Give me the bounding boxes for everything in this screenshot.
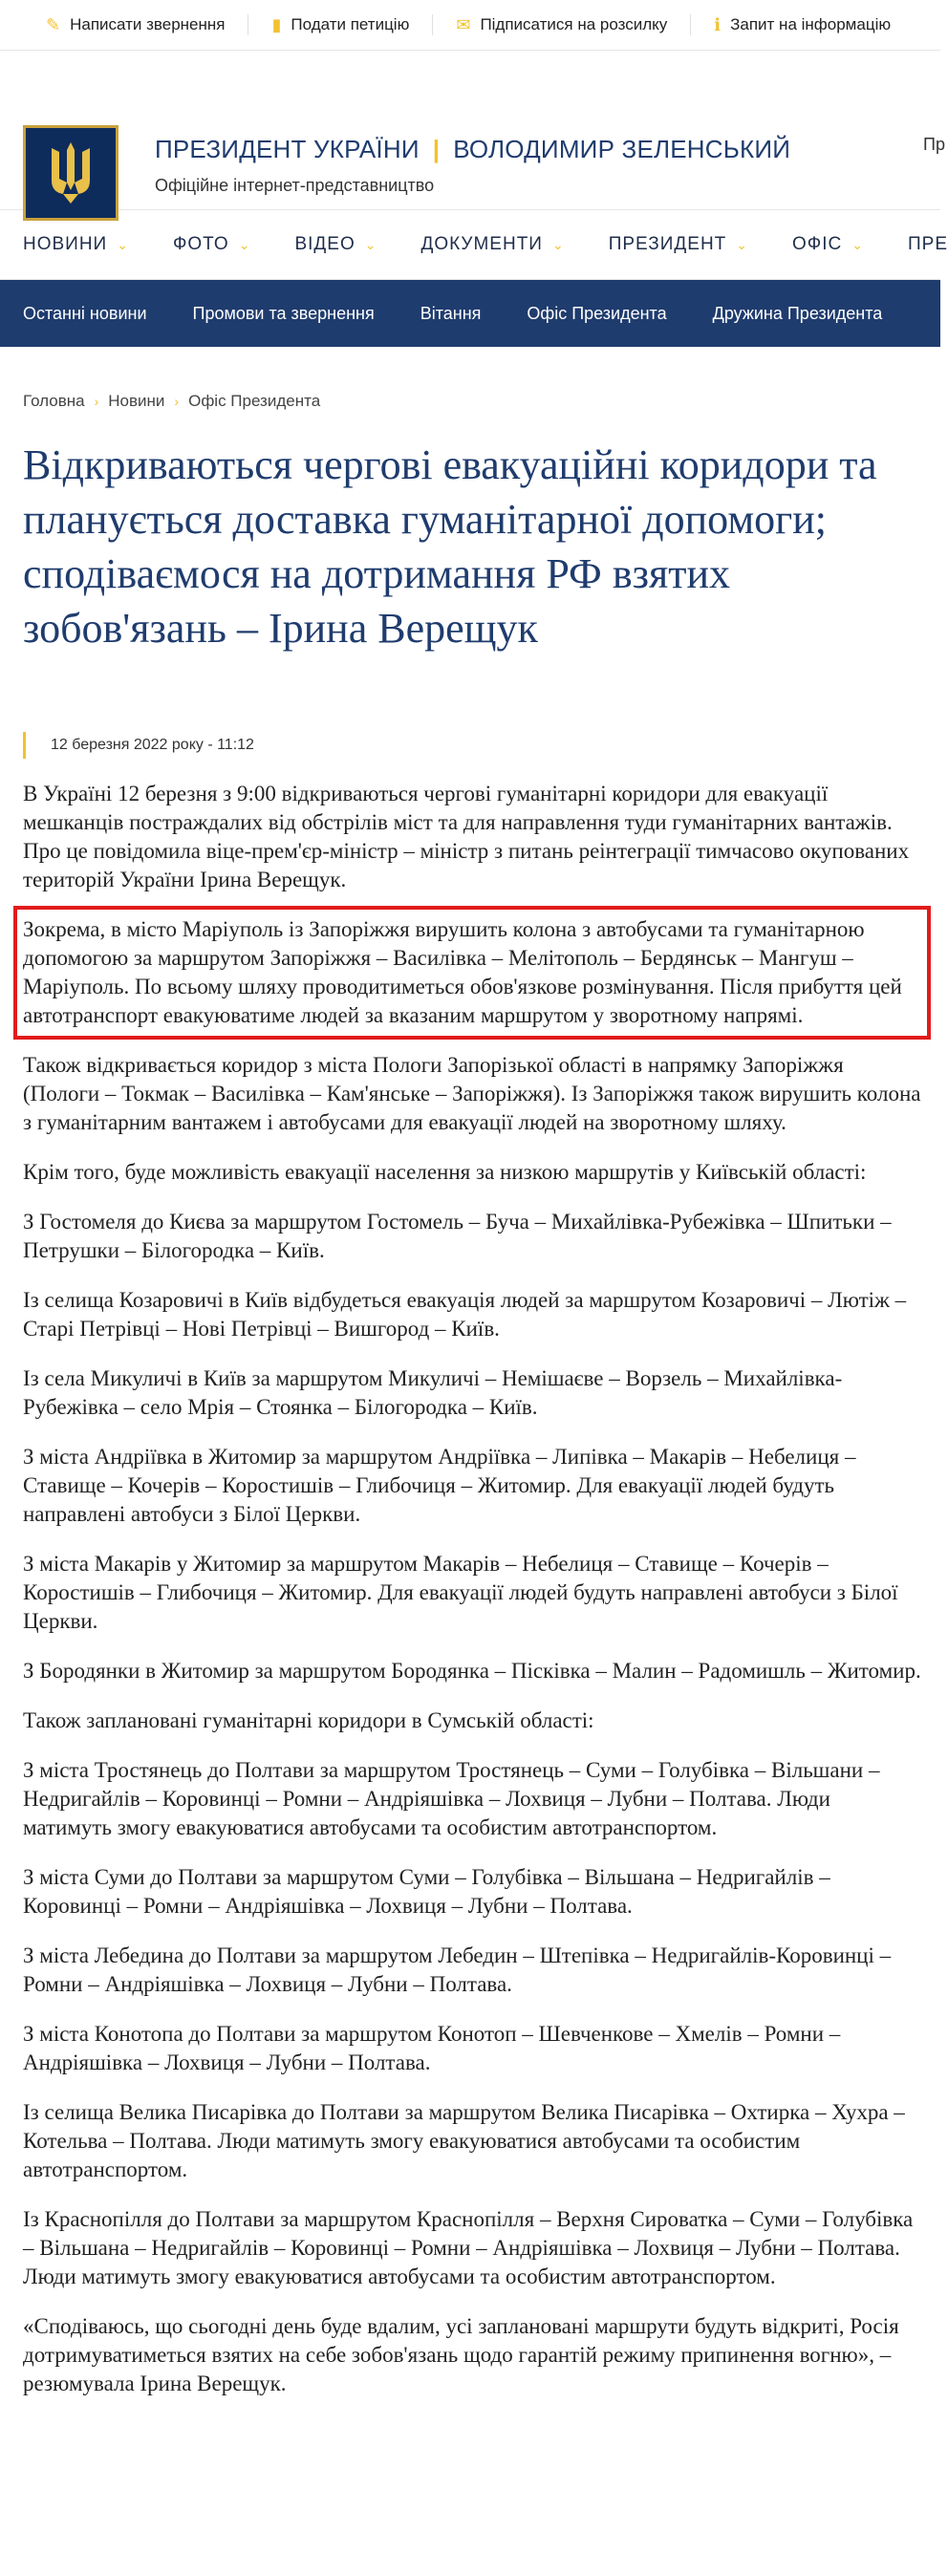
subscribe-link[interactable] <box>433 14 691 35</box>
breadcrumb-home[interactable]: Головна <box>23 392 85 410</box>
article-title: Відкриваються чергові евакуаційні коридори та планується доставка гуманітарної допомоги; сподіваємося на дотримання РФ взятих зобов'язань – Ірина Верещук <box>23 441 877 652</box>
site-subtitle: Офіційне інтернет-представництво <box>155 176 435 195</box>
breadcrumb <box>23 392 320 411</box>
article-paragraph: Також заплановані гуманітарні коридори в Сумській області: <box>23 1708 594 1732</box>
top-utility-bar <box>0 0 940 51</box>
nav-president-label: ПРЕЗИДЕНТ <box>608 234 727 254</box>
article-paragraph: З міста Тростянець до Полтави за маршрутом Тростянець – Суми – Голубівка – Вільшани – Недригайлів – Коровинці – Ромни – Андріяшівка – Лохвиця – Лубни – Полтава. Люди матимуть змогу евакуюватися автобусами та особистим автотранспортом. <box>23 1758 880 1839</box>
nav-more[interactable] <box>908 234 948 255</box>
chevron-down-icon: ⌄ <box>117 236 129 252</box>
submit-petition-link[interactable] <box>248 14 433 35</box>
chevron-down-icon: ⌄ <box>364 236 377 252</box>
chevron-down-icon: ⌄ <box>238 236 251 252</box>
article-paragraph: «Сподіваюсь, що сьогодні день буде вдалим, усі заплановані маршрути будуть відкриті, Росія дотримуватиметься взятих на себе зобов'язань щодо гарантій режиму припинення вогню», – резюмувала Ірина Верещук. <box>23 2314 899 2395</box>
write-appeal-label: Написати звернення <box>70 15 226 33</box>
article-paragraph: З Гостомеля до Києва за маршрутом Гостомель – Буча – Михайлівка-Рубежівка – Шпитьки – Петрушки – Білогородка – Київ. <box>23 1210 892 1262</box>
subscribe-label: Підписатися на розсилку <box>480 15 668 33</box>
article-paragraph: З міста Конотопа до Полтави за маршрутом Конотоп – Шевченкове – Хмелів – Ромни – Андріяшівка – Лохвиця – Лубни – Полтава. <box>23 2022 841 2074</box>
nav-office[interactable] <box>792 234 864 255</box>
chevron-down-icon: ⌄ <box>851 236 864 252</box>
nav-president[interactable] <box>609 234 748 255</box>
nav-documents[interactable] <box>420 234 564 255</box>
article-paragraph: З міста Лебедина до Полтави за маршрутом Лебедин – Штепівка – Недригайлів-Коровинці – Ромни – Андріяшівка – Лохвиця – Лубни – Полтава. <box>23 1943 892 1996</box>
document-icon: ▮ <box>271 14 282 34</box>
nav-photo[interactable] <box>173 234 251 255</box>
title-separator: | <box>432 135 441 163</box>
nav-office-label: ОФІС <box>792 234 843 254</box>
sub-navigation <box>0 280 940 347</box>
subnav-office[interactable]: Офіс Президента <box>527 303 667 323</box>
pen-icon: ✎ <box>46 14 61 34</box>
info-icon: ℹ <box>714 14 722 34</box>
chevron-right-icon: › <box>94 394 99 409</box>
nav-video[interactable] <box>294 234 377 255</box>
site-title[interactable] <box>155 135 790 164</box>
highlighted-paragraph: Зокрема, в місто Маріуполь із Запоріжжя вирушить колона з автобусами та гуманітарною допомогою за маршрутом Запоріжжя – Василівка – Мелітополь – Бердянськ – Мангуш – Маріуполь. По всьому шляху проводитиметься обов'язкове розмінування. Після прибуття цей автотранспорт евакуюватиме людей за вказаним маршрутом у зворотному напрямі. <box>23 915 921 1030</box>
breadcrumb-news[interactable]: Новини <box>108 392 165 410</box>
chevron-right-icon: › <box>174 394 180 409</box>
info-request-label: Запит на інформацію <box>730 15 892 33</box>
nav-more-label: ПРЕ <box>907 234 948 254</box>
article-paragraph: Із селища Козаровичі в Київ відбудеться евакуація людей за маршрутом Козаровичі – Лютіж – Старі Петрівці – Нові Петрівці – Вишгород – Київ. <box>23 1288 907 1341</box>
write-appeal-link[interactable] <box>23 14 248 35</box>
subnav-speeches[interactable]: Промови та звернення <box>192 303 375 323</box>
article-paragraph: З міста Суми до Полтави за маршрутом Суми – Голубівка – Вільшана – Недригайлів – Коровинці – Ромни – Андріяшівка – Лохвиця – Лубни – Полтава. <box>23 1865 830 1918</box>
subnav-first-lady[interactable]: Дружина Президента <box>712 303 883 323</box>
nav-news-label: НОВИНИ <box>23 234 108 254</box>
article-paragraph: З Бородянки в Житомир за маршрутом Бородянка – Пісківка – Малин – Радомишль – Житомир. <box>23 1659 921 1683</box>
info-request-link[interactable] <box>691 14 914 35</box>
article-paragraph: Крім того, буде можливість евакуації населення за низкою маршрутів у Київській області: <box>23 1160 867 1184</box>
article-paragraph: Із селища Велика Писарівка до Полтави за маршрутом Велика Писарівка – Охтирка – Хухра – Котельва – Полтава. Люди матимуть змогу евакуюватися автобусами та особистим автотранспортом. <box>23 2100 905 2181</box>
main-navigation <box>0 210 948 280</box>
article-paragraph: Із Краснопілля до Полтави за маршрутом Краснопілля – Верхня Сироватка – Суми – Голубівка – Вільшана – Недригайлів – Коровинці – Ромни – Андріяшівка – Лохвиця – Лубни – Полтава. Люди матимуть змогу евакуюватися автобусами та особистим автотранспортом. <box>23 2207 914 2288</box>
article-paragraph: Також відкривається коридор з міста Пологи Запорізької області в напрямку Запоріжжя (Пологи – Токмак – Василівка – Кам'янське – Запоріжжя). Із Запоріжжя також вирушить колона з гуманітарним вантажем і автобусами для евакуації людей на зворотному шляху. <box>23 1053 921 1134</box>
nav-video-label: ВІДЕО <box>294 234 356 254</box>
nav-documents-label: ДОКУМЕНТИ <box>420 234 543 254</box>
title-name: ВОЛОДИМИР ЗЕЛЕНСЬКИЙ <box>453 135 791 163</box>
submit-petition-label: Подати петицію <box>291 15 410 33</box>
site-header <box>0 51 945 210</box>
article-paragraph: З міста Макарів у Житомир за маршрутом Макарів – Небелиця – Ставище – Кочерів – Коростишів – Глибочиця – Житомир. Для евакуації людей будуть направлені автобуси з Білої Церкви. <box>23 1552 898 1633</box>
nav-news[interactable] <box>23 234 129 255</box>
subnav-latest-news[interactable]: Останні новини <box>23 303 147 323</box>
article-paragraph: З міста Андріївка в Житомир за маршрутом Андріївка – Липівка – Макарів – Небелиця – Ставище – Кочерів – Коростишів – Глибочиця – Житомир. Для евакуації людей будуть направлені автобуси з Білої Церкви. <box>23 1445 856 1526</box>
trident-icon <box>44 139 97 207</box>
article-body <box>23 780 921 2419</box>
chevron-down-icon: ⌄ <box>551 236 565 252</box>
article-paragraph: В Україні 12 березня з 9:00 відкриваються чергові гуманітарні коридори для евакуації мешканців постраждалих від обстрілів міст та для направлення туди гуманітарних вантажів. Про це повідомила віце-прем'єр-міністр – міністр з питань реінтеграції тимчасово окупованих територій України Ірина Верещук. <box>23 782 910 891</box>
breadcrumb-office[interactable]: Офіс Президента <box>188 392 321 410</box>
envelope-icon: ✉ <box>456 14 471 34</box>
subnav-greetings[interactable]: Вітання <box>420 303 482 323</box>
article-paragraph: Із села Микуличі в Київ за маршрутом Микуличі – Немішаєве – Ворзель – Михайлівка-Рубежівка – село Мрія – Стоянка – Білогородка – Київ. <box>23 1366 843 1419</box>
title-president: ПРЕЗИДЕНТ УКРАЇНИ <box>155 135 420 163</box>
nav-photo-label: ФОТО <box>172 234 229 254</box>
header-right-text[interactable]: Пр <box>923 135 945 154</box>
article-date: 12 березня 2022 року - 11:12 <box>23 732 254 759</box>
trident-logo[interactable] <box>23 125 118 221</box>
chevron-down-icon: ⌄ <box>736 236 749 252</box>
